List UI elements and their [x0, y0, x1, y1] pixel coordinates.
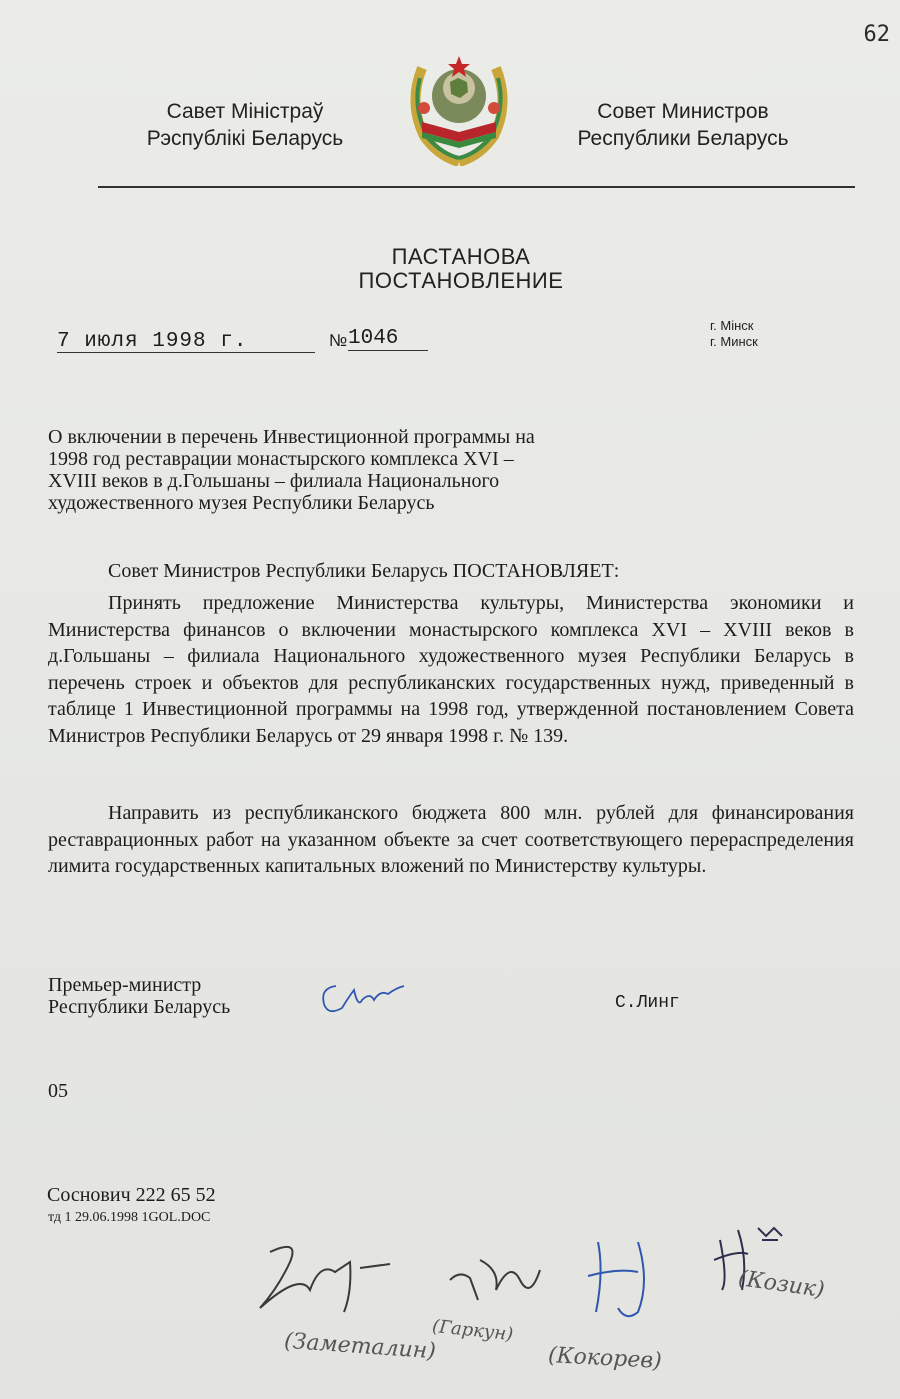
header-left-line: Рэспублікі Беларусь [146, 127, 344, 150]
handwritten-name: (Заметалин) [283, 1328, 437, 1365]
handwritten-name: (Козик) [736, 1266, 827, 1303]
doc-type-russian: ПОСТАНОВЛЕНИЕ [358, 268, 564, 293]
header-divider [98, 186, 855, 188]
header-left-line: Савет Міністраў [166, 100, 324, 123]
visa-signature-1 [240, 1232, 380, 1322]
signatory-name: С.Линг [615, 993, 680, 1013]
subject-title [48, 426, 660, 514]
paragraph-text: Направить из республиканского бюджета 800 млн. рублей для финансирования реставрационных работ на указанном объекте за счет соответствующего перераспределения лимита государственных капитальных вложений по Министерству культуры. [48, 802, 854, 877]
visa-signature-3 [578, 1232, 678, 1322]
handwritten-name: (Гаркун) [431, 1315, 515, 1346]
header-right-line: Совет Министров [597, 100, 769, 123]
sheet-number: 62 [863, 22, 890, 47]
subject-line: художественного музея Республики Беларусь [48, 492, 435, 514]
header-left [100, 98, 390, 152]
executor-info: Соснович 222 65 52 [47, 1184, 216, 1206]
visa-signature-2 [440, 1250, 550, 1310]
handwritten-name: (Кокорев) [547, 1343, 663, 1374]
city-russian: г. Минск [710, 334, 758, 349]
document-number: 1046 [348, 327, 428, 351]
signatory-title-line: Премьер-министр [48, 974, 202, 996]
subject-line: О включении в перечень Инвестиционной программы на [48, 426, 535, 448]
header-right [548, 98, 818, 152]
doc-type-belarusian: ПАСТАНОВА [391, 244, 531, 269]
decree-statement: Совет Министров Республики Беларусь ПОСТАНОВЛЯЕТ: [108, 560, 620, 582]
signatory-title-line: Республики Беларусь [48, 996, 231, 1018]
signatory-title [48, 974, 230, 1018]
subject-line: XVIII веков в д.Гольшаны – филиала Национального [48, 470, 500, 492]
document-date: 7 июля 1998 г. [57, 330, 315, 353]
file-reference: тд 1 29.06.1998 1GOL.DOC [48, 1210, 211, 1225]
number-label: № [329, 331, 348, 350]
paragraph-2 [48, 800, 854, 880]
header-right-line: Республики Беларусь [577, 127, 789, 150]
city-belarusian: г. Мінск [710, 318, 754, 333]
copy-number: 05 [48, 1080, 68, 1102]
prime-minister-signature [318, 978, 408, 1022]
paragraph-text: Принять предложение Министерства культуры, Министерства экономики и Министерства финансов о включении монастырского комплекса XVI – XVIII веков в д.Гольшаны – филиала Национального художественного музея Республики Беларусь в перечень строек и объектов для республиканских государственных нужд, приведенный в таблице 1 Инвестиционной программы на 1998 год, утвержденной постановлением Совета Министров Республики Беларусь от 29 января 1998 г. № 139. [48, 592, 854, 747]
paragraph-1 [48, 590, 854, 749]
subject-line: 1998 год реставрации монастырского комплекса XVI – [48, 448, 514, 470]
state-emblem-icon [402, 48, 516, 166]
